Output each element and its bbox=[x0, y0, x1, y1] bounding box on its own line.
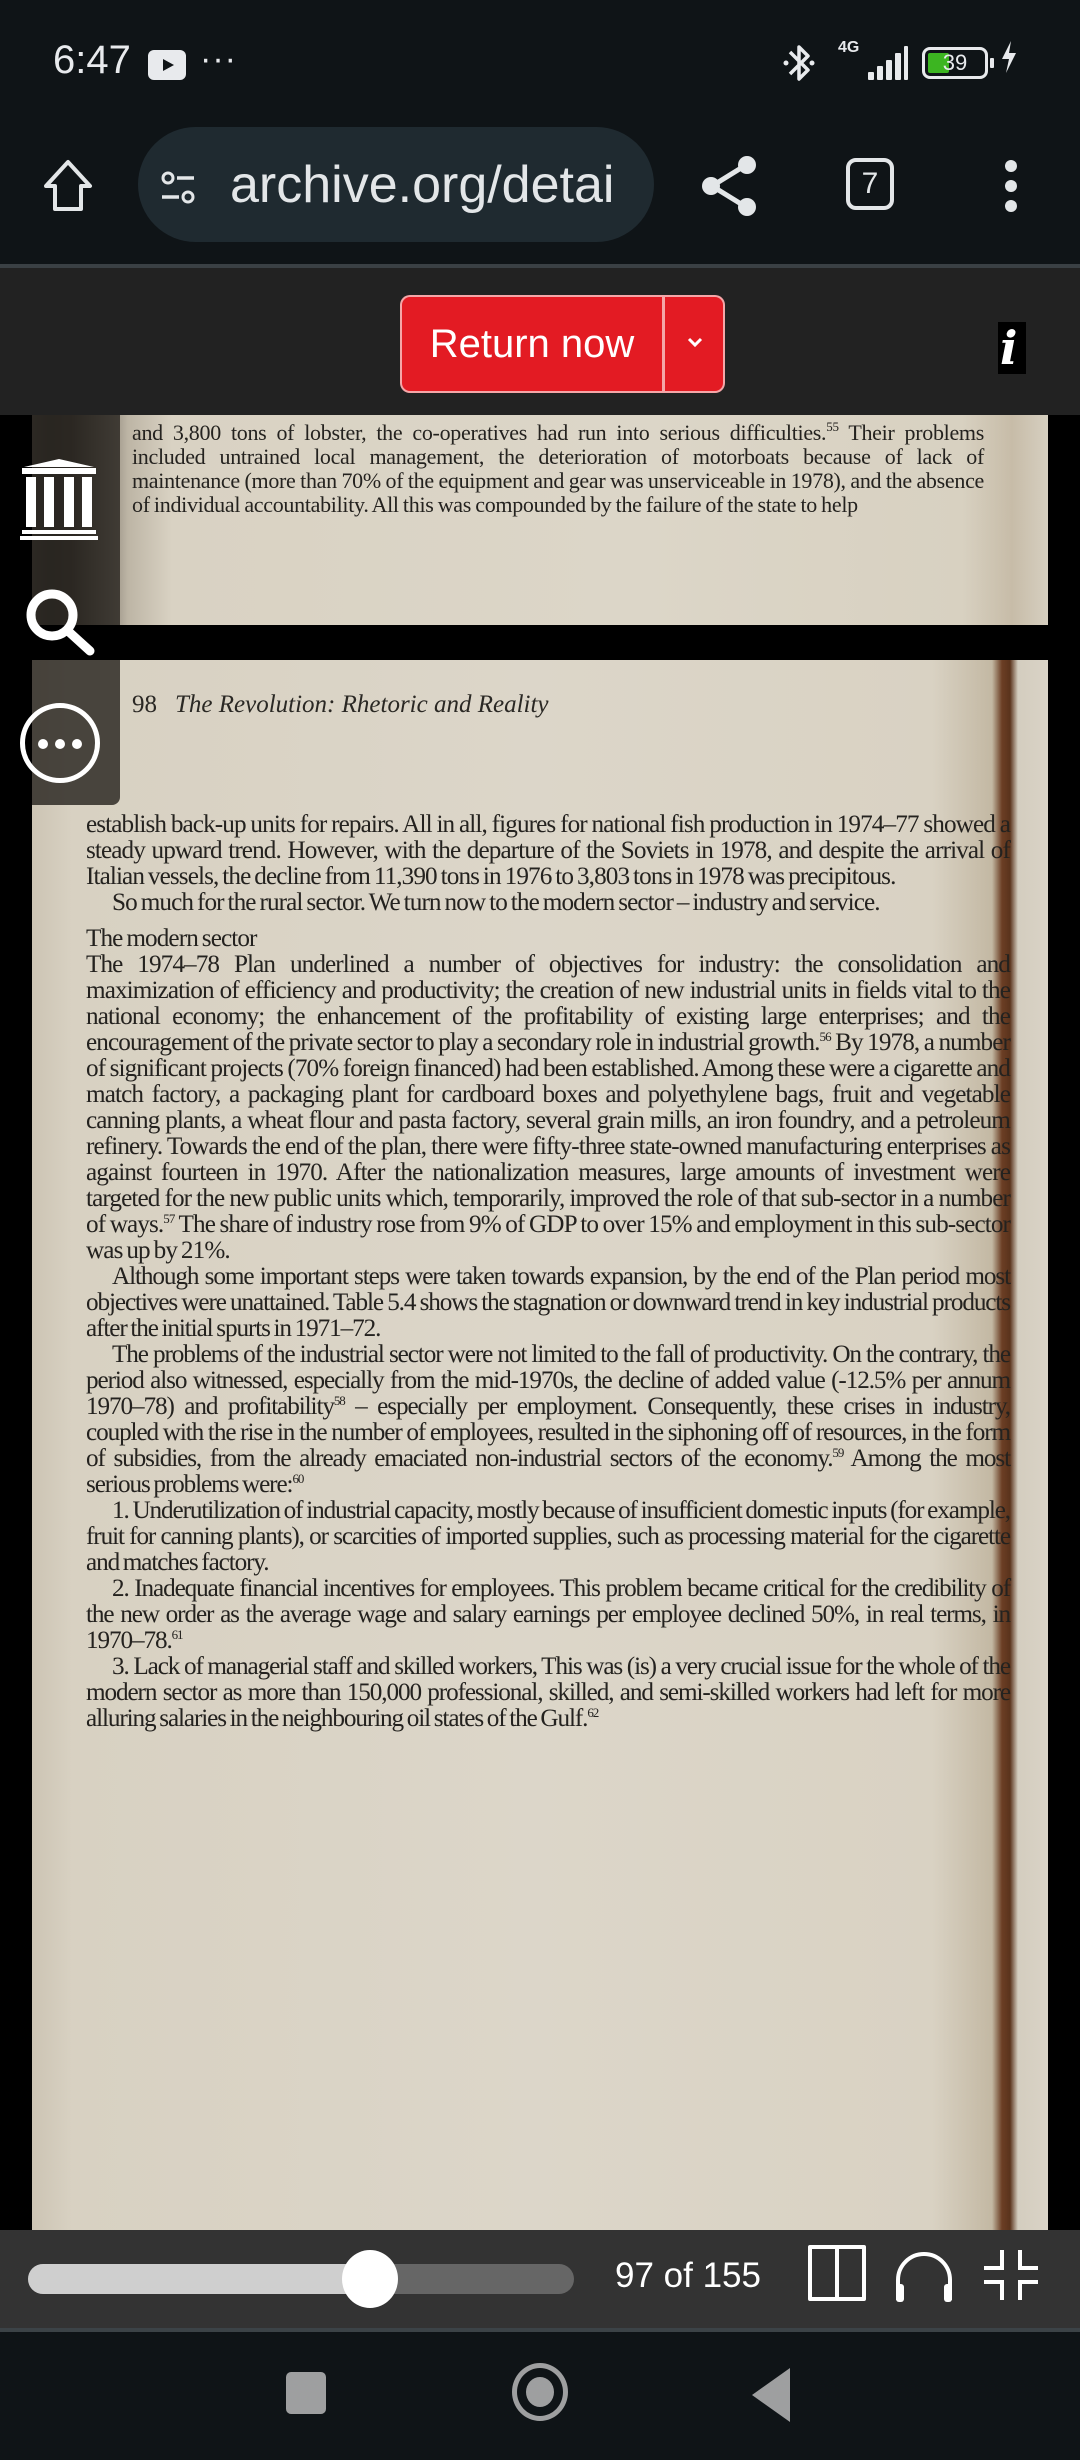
running-title: The Revolution: Rhetoric and Reality bbox=[175, 691, 549, 718]
status-time: 6:47 bbox=[53, 38, 131, 82]
previous-page-line: and 3,800 tons of lobster, the co-operatives had run into serious difficulties. bbox=[132, 420, 827, 445]
text-run: Among the most serious problems were: bbox=[86, 1445, 1010, 1498]
share-icon[interactable] bbox=[700, 155, 760, 217]
more-options-icon[interactable] bbox=[20, 703, 100, 783]
previous-page bbox=[32, 415, 1048, 625]
return-now-button[interactable]: Return now bbox=[400, 295, 662, 393]
search-icon[interactable] bbox=[24, 587, 98, 659]
site-settings-icon[interactable] bbox=[160, 170, 196, 206]
text-run: 3. Lack of managerial staff and skilled workers, This was (is) a very crucial issue for the whole of the modern sector as more than 150,000 professional, skilled, and semi-skilled workers had left for more alluring salaries in the neighbouring oil states of the Gulf. bbox=[86, 1653, 1010, 1732]
footnote-ref: 58 bbox=[333, 1393, 345, 1408]
return-options-dropdown[interactable] bbox=[662, 295, 725, 393]
section-heading: The modern sector bbox=[86, 925, 257, 952]
page-count: 97 of 155 bbox=[615, 2256, 761, 2295]
status-bar bbox=[0, 0, 1080, 130]
battery-percent: 39 bbox=[942, 50, 968, 75]
text-run: The 1974–78 Plan underlined a number of objectives for industry: the consolidation and maximization of efficiency and productivity; the creation of new industrial units in fields vital to the national economy; the enhancement of the profitability of existing large enterprises; and the encouragement of the private sector to play a secondary role in industrial growth. bbox=[86, 951, 1010, 1056]
list-item: 1. Underutilization of industrial capacity, mostly because of insufficient domestic inputs (for example, fruit for canning plants), or scarcities of imported supplies, such as processing material for the cigarette and matches factory. bbox=[86, 1497, 1010, 1576]
headphones-icon[interactable] bbox=[892, 2250, 956, 2304]
running-head bbox=[132, 690, 549, 720]
more-notifications-icon: ··· bbox=[200, 40, 237, 78]
archive-logo-icon[interactable] bbox=[20, 457, 98, 543]
list-item bbox=[86, 1654, 1010, 1732]
paragraph: So much for the rural sector. We turn now to the modern sector – industry and service. bbox=[112, 889, 880, 916]
page-number: 98 bbox=[132, 691, 157, 718]
footnote-ref: 62 bbox=[587, 1705, 599, 1720]
exit-fullscreen-icon[interactable] bbox=[982, 2248, 1040, 2302]
battery-cap bbox=[990, 58, 994, 68]
footnote-ref: 60 bbox=[292, 1471, 304, 1486]
paragraph: establish back-up units for repairs. All in all, figures for national fish production in 1974–77 showed a steady upward trend. However, with the departure of the Soviets in 1978, and despite the arrival of Italian vessels, the decline from 11,390 tons in 1976 to 3,803 tons in 1978 was precipitous. bbox=[86, 811, 1010, 890]
previous-page-text bbox=[132, 421, 984, 517]
footnote-ref: 55 bbox=[826, 419, 839, 434]
back-icon[interactable] bbox=[752, 2368, 790, 2422]
footnote-ref: 57 bbox=[163, 1211, 175, 1226]
text-run: The share of industry rose from 9% of GDP to over 15% and employment in this sub-sector was up by 21%. bbox=[86, 1211, 1010, 1264]
text-run: – especially per employment. Consequently, these crises in industry, coupled with the rise in the number of employees, resulted in the siphoning off of resources, in the form of subsidies, from the already emaciated non-industrial sectors of the economy. bbox=[86, 1393, 1011, 1472]
tab-count: 7 bbox=[861, 167, 879, 200]
page-body bbox=[86, 812, 1010, 1732]
network-type-label: 4G bbox=[838, 39, 860, 56]
battery-icon bbox=[922, 47, 988, 79]
tabs-button[interactable] bbox=[846, 158, 894, 210]
home-icon[interactable] bbox=[40, 158, 96, 214]
charging-icon bbox=[1000, 40, 1018, 82]
info-label: i bbox=[1000, 321, 1018, 375]
footnote-ref: 56 bbox=[819, 1029, 831, 1044]
book-viewport[interactable] bbox=[0, 415, 1080, 2230]
list-item bbox=[86, 1576, 1010, 1654]
footnote-ref: 61 bbox=[171, 1627, 183, 1642]
youtube-notification-icon bbox=[148, 50, 186, 80]
paragraph: Although some important steps were taken towards expansion, by the end of the Plan period most objectives were unattained. Table 5.4 shows the stagnation or downward trend in key industrial products after the initial spurts in 1971–72. bbox=[86, 1263, 1010, 1342]
home-icon[interactable] bbox=[512, 2363, 568, 2421]
paragraph bbox=[86, 952, 1010, 1264]
two-page-view-icon[interactable] bbox=[808, 2245, 866, 2301]
url-text[interactable]: archive.org/detai bbox=[230, 156, 615, 214]
recents-icon[interactable] bbox=[286, 2372, 326, 2414]
more-vert-icon[interactable] bbox=[1003, 160, 1019, 212]
previous-page-line: Their problems included untrained local management, the deterioration of motorboats because of lack of maintenance (more than 70% of the equipment and gear was unserviceable in 1978), and the absence of individual accountability. All this was compounded by the failure of the state to help bbox=[132, 420, 984, 517]
signal-icon bbox=[860, 46, 908, 80]
page-slider-progress bbox=[28, 2264, 370, 2294]
chevron-down-icon bbox=[685, 335, 705, 349]
text-run: By 1978, a number of significant projects (70% foreign financed) had been established. Among these were a cigarette and match factory, a packaging plant for cardboard boxes and polyethylene bags, fruit and vegetable canning plants, a wheat flour and pasta factory, several grain mills, an iron foundry, and a petroleum refinery. Towards the end of the plan, there were fifty-three state-owned manufacturing enterprises as against fourteen in 1970. After the nationalization measures, large amounts of investment were targeted for the new public units which, temporarily, improved the role of that sub-sector in a number of ways. bbox=[86, 1029, 1010, 1238]
info-icon[interactable] bbox=[998, 322, 1026, 374]
current-page bbox=[32, 660, 1048, 2230]
page-slider[interactable] bbox=[28, 2264, 574, 2294]
page-slider-thumb[interactable] bbox=[342, 2250, 398, 2308]
text-run: 2. Inadequate financial incentives for employees. This problem became critical for the credibility of the new order as the average wage and salary earnings per employee declined 50%, in real terms, in 1970–78. bbox=[86, 1575, 1010, 1654]
footnote-ref: 59 bbox=[832, 1445, 844, 1460]
text-run: The problems of the industrial sector were not limited to the fall of productivity. On the contrary, the period also witnessed, especially from the mid-1970s, the decline of added value (-12.5% per annum 1970–78) and profitability bbox=[86, 1341, 1010, 1420]
paragraph bbox=[86, 1342, 1010, 1498]
bluetooth-icon bbox=[782, 40, 816, 96]
